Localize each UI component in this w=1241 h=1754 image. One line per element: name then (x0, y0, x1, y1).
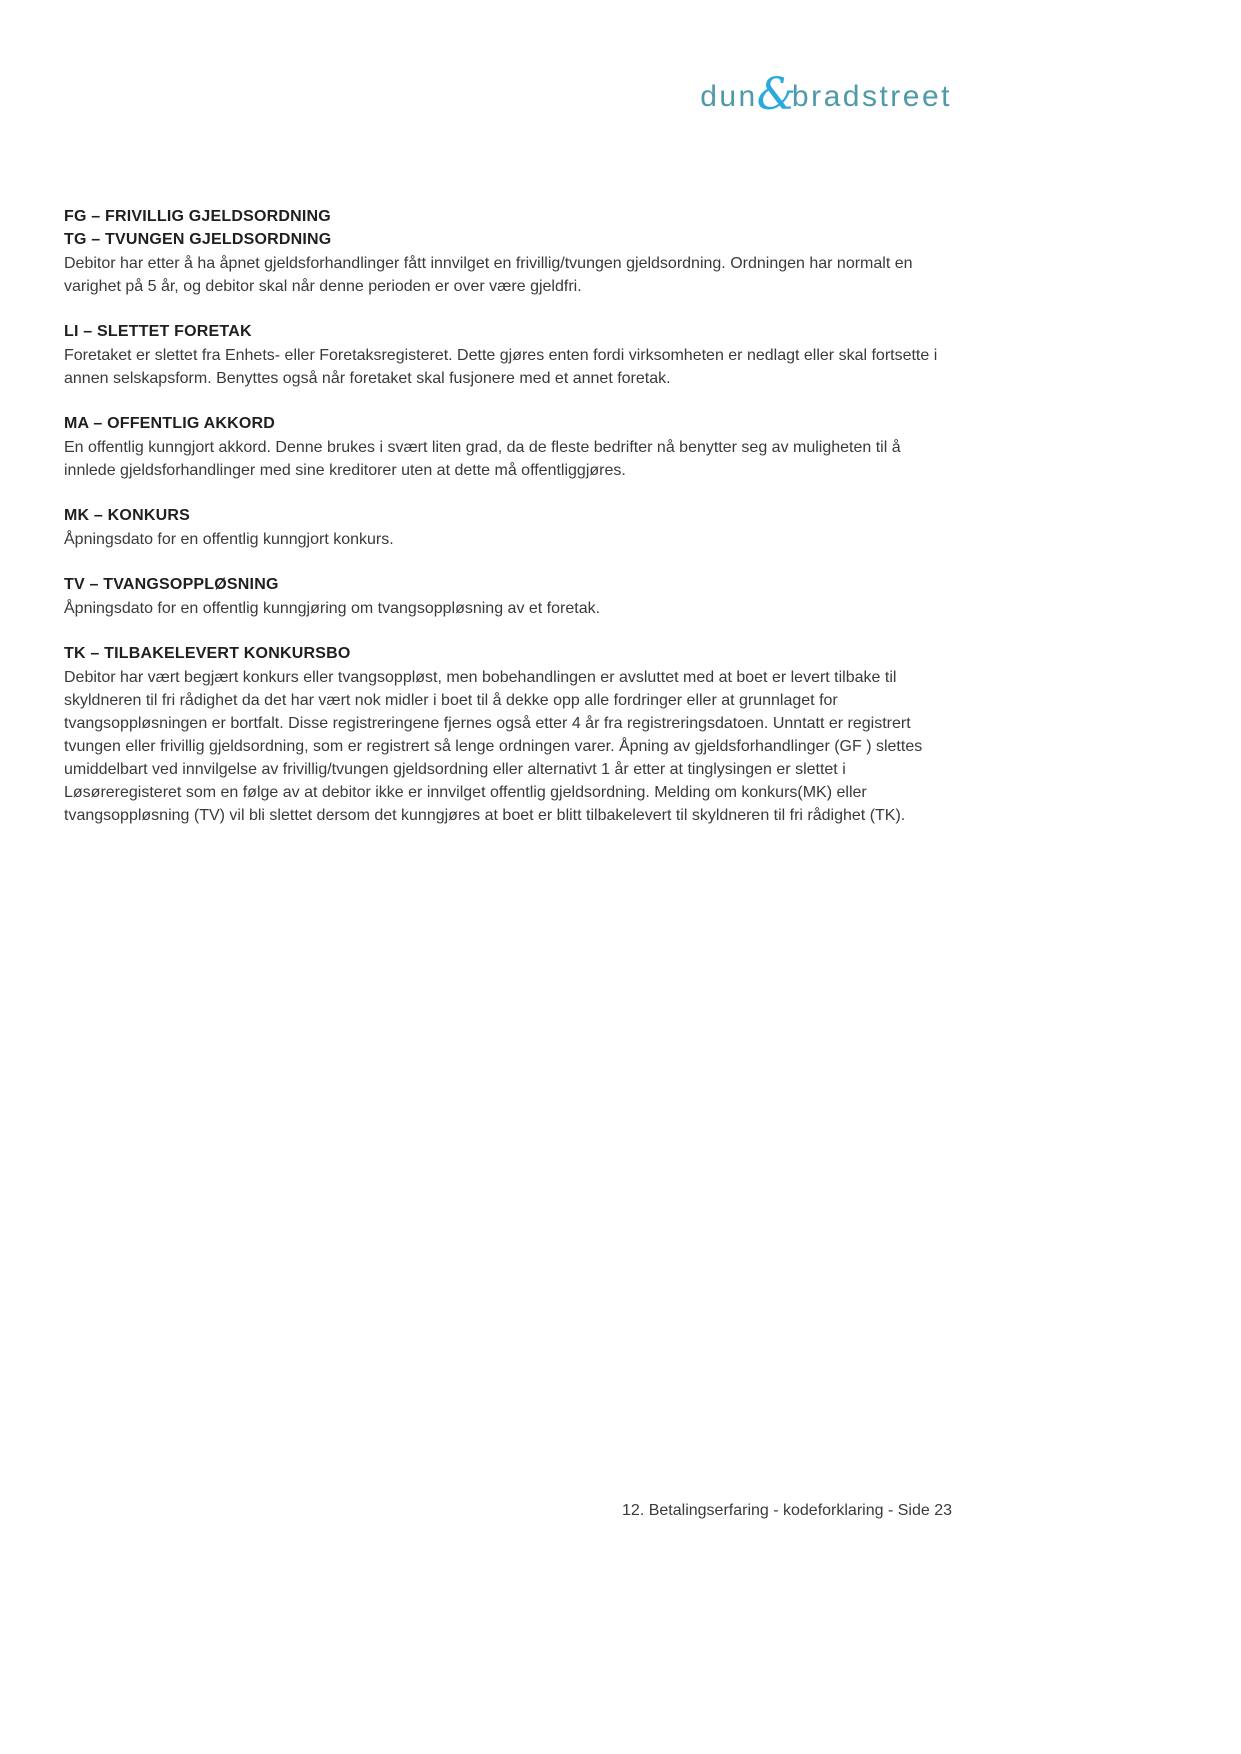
section-li-slettet-foretak (64, 320, 956, 390)
section-tv-tvangsopplosning (64, 573, 956, 620)
section-body: Åpningsdato for en offentlig kunngjøring om tvangsoppløsning av et foretak. (64, 600, 601, 617)
section-tk-tilbakelevert-konkursbo (64, 642, 956, 827)
section-mk-konkurs (64, 504, 956, 551)
section-body: Debitor har vært begjært konkurs eller tvangsoppløst, men bobehandlingen er avsluttet med at boet er levert tilbake til skyldneren til fri rådighet da det har vært nok midler i boet til å dekke opp alle fordringer eller at grunnlaget for tvangsoppløsningen er bortfalt. Disse registreringene fjernes også etter 4 år fra registreringsdatoen. Unntatt er registrert tvungen eller frivillig gjeldsordning, som er registrert så lenge ordningen varer. Åpning av gjeldsforhandlinger (GF ) slettes umiddelbart ved innvilgelse av frivillig/tvungen gjeldsordning eller alternativt 1 år etter at tinglysingen er slettet i Løsøreregisteret som en følge av at debitor ikke er innvilget offentlig gjeldsordning. Melding om konkurs(MK) eller tvangsoppløsning (TV) vil bli slettet dersom det kunngjøres at boet er blitt tilbakelevert til skyldneren til fri rådighet (TK). (64, 669, 923, 824)
section-heading-tv: TV – TVANGSOPPLØSNING (64, 576, 279, 593)
section-heading-tg: TG – TVUNGEN GJELDSORDNING (64, 231, 332, 248)
logo-text-bradstreet: bradstreet (791, 80, 952, 113)
section-body: Foretaket er slettet fra Enhets- eller Foretaksregisteret. Dette gjøres enten fordi virksomheten er nedlagt eller skal fortsette i annen selskapsform. Benyttes også når foretaket skal fusjonere med et annet foretak. (64, 347, 938, 387)
section-body: En offentlig kunngjort akkord. Denne brukes i svært liten grad, da de fleste bedrifter nå benytter seg av muligheten til å innlede gjeldsforhandlinger med sine kreditorer uten at dette må offentliggjøres. (64, 439, 901, 479)
section-heading-mk: MK – KONKURS (64, 507, 190, 524)
page-footer: 12. Betalingserfaring - kodeforklaring - Side 23 (622, 1502, 952, 1519)
section-heading-tk: TK – TILBAKELEVERT KONKURSBO (64, 645, 351, 662)
section-body: Debitor har etter å ha åpnet gjeldsforhandlinger fått innvilget en frivillig/tvungen gjeldsordning. Ordningen har normalt en varighet på 5 år, og debitor skal når denne perioden er over være gjeldfri. (64, 255, 913, 295)
section-fg-tg-gjeldsordning (64, 205, 956, 298)
dun-bradstreet-logo (700, 69, 952, 120)
section-heading-fg: FG – FRIVILLIG GJELDSORDNING (64, 208, 331, 225)
logo-text-dun: dun (700, 80, 758, 113)
document-content (64, 205, 956, 849)
section-heading-li: LI – SLETTET FORETAK (64, 323, 252, 340)
ampersand-icon: & (756, 69, 796, 120)
section-body: Åpningsdato for en offentlig kunngjort konkurs. (64, 531, 394, 548)
section-heading-ma: MA – OFFENTLIG AKKORD (64, 415, 276, 432)
section-ma-offentlig-akkord (64, 412, 956, 482)
